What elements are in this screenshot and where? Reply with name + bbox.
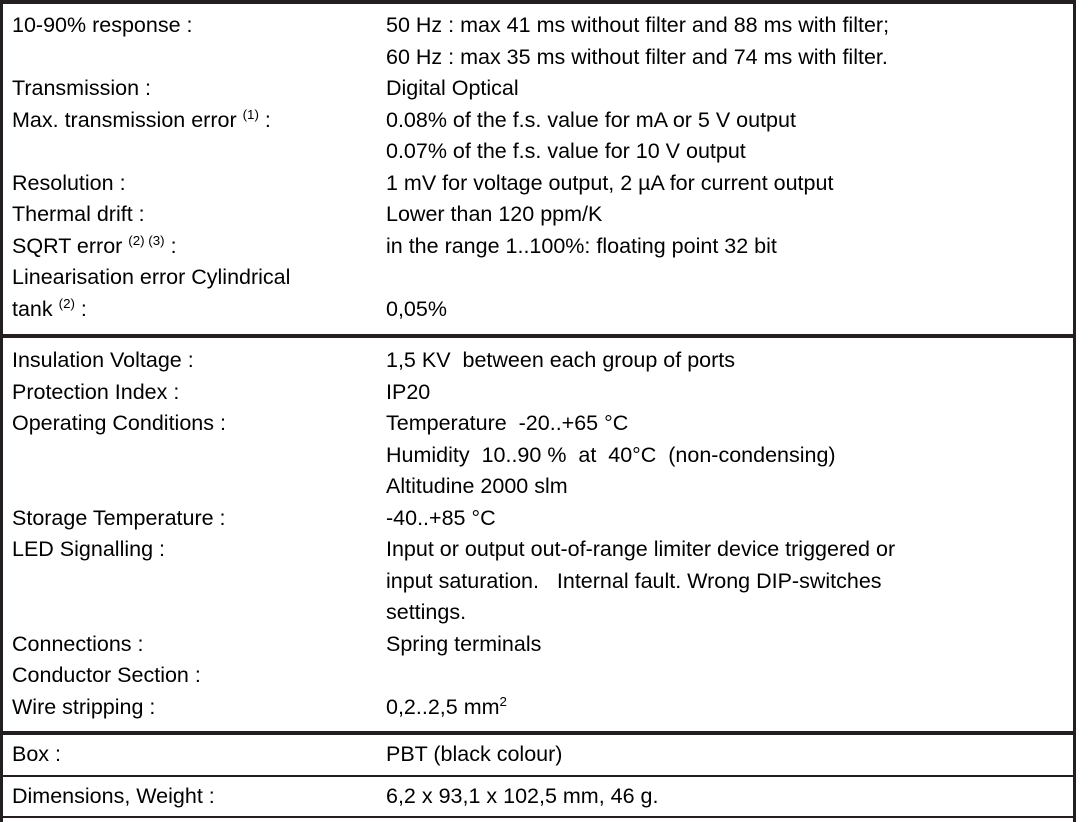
spec-row-led-signalling <box>3 534 1073 629</box>
spec-value-line: 60 Hz : max 35 ms without filter and 74 ms with filter. <box>386 44 888 69</box>
spec-label-line: Conductor Section : <box>12 663 201 687</box>
spec-label <box>3 105 386 137</box>
spec-label-line: Storage Temperature : <box>12 505 226 530</box>
spec-row-truncated <box>3 816 1073 822</box>
spec-value <box>386 10 1073 73</box>
spec-label <box>3 73 386 105</box>
spec-label-text: tank <box>12 296 59 321</box>
spec-value-text: 0,2..2,5 mm <box>386 694 500 719</box>
spec-row-operating-conditions <box>3 408 1073 503</box>
spec-label <box>3 629 386 661</box>
spec-value-line: Humidity 10..90 % at 40°C (non-condensing) <box>386 442 836 467</box>
spec-row-linearisation-error <box>3 262 1073 325</box>
spec-value <box>386 168 1073 200</box>
spec-value-line: settings. <box>386 600 467 624</box>
spec-label-line: Wire stripping : <box>12 694 156 719</box>
spec-row-response-time <box>3 10 1073 73</box>
spec-value <box>386 781 1073 813</box>
spec-label <box>3 10 386 42</box>
spec-value-line: Spring terminals <box>386 631 542 656</box>
spec-value <box>386 73 1073 105</box>
spec-value-line: Digital Optical <box>386 76 519 100</box>
spec-label <box>3 377 386 409</box>
spec-label-line: Connections : <box>12 631 144 656</box>
spec-row-transmission <box>3 73 1073 105</box>
spec-value-line: PBT (black colour) <box>386 742 563 766</box>
footnote-marker: (2) (3) <box>128 232 165 248</box>
spec-value-line <box>386 692 1073 724</box>
spec-value <box>386 408 1073 503</box>
spec-label <box>3 534 386 566</box>
spec-value-line: 1,5 KV between each group of ports <box>386 348 736 372</box>
spec-value <box>386 660 1073 723</box>
spec-value <box>386 534 1073 629</box>
spec-value-line: 1 mV for voltage output, 2 µA for current output <box>386 170 834 195</box>
spec-label <box>3 168 386 200</box>
spec-value-line: -40..+85 °C <box>386 505 496 530</box>
spec-label-line: Linearisation error Cylindrical <box>12 265 291 289</box>
spec-label-text: Max. transmission error <box>12 107 243 132</box>
spec-label <box>3 739 386 771</box>
spec-row-connections <box>3 629 1073 661</box>
spec-value-line: Input or output out-of-range limiter device triggered or <box>386 537 896 561</box>
footnote-marker: (2) <box>58 295 75 311</box>
section-environment <box>3 334 1073 731</box>
spec-value-line: 6,2 x 93,1 x 102,5 mm, 46 g. <box>386 783 659 808</box>
section-mechanical <box>3 731 1073 822</box>
section-performance <box>3 4 1073 334</box>
spec-label <box>3 345 386 377</box>
spec-label-text: SQRT error <box>12 233 129 258</box>
spec-value-line: in the range 1..100%: floating point 32 bit <box>386 233 777 258</box>
spec-value-line: Lower than 120 ppm/K <box>386 202 603 226</box>
spec-label-line: Insulation Voltage : <box>12 348 194 372</box>
spec-label-line <box>12 105 386 137</box>
spec-row-max-transmission-error <box>3 105 1073 168</box>
spec-row-resolution <box>3 168 1073 200</box>
spec-label <box>3 660 386 723</box>
spec-row-thermal-drift <box>3 199 1073 231</box>
spec-value-line: input saturation. Internal fault. Wrong DIP-switches <box>386 568 882 593</box>
spec-label-line <box>12 231 386 263</box>
spacer-line <box>386 262 1073 294</box>
spec-label <box>3 199 386 231</box>
spec-label-line: 10-90% response : <box>12 13 193 37</box>
spec-label-line: Thermal drift : <box>12 202 145 226</box>
spec-label-line: LED Signalling : <box>12 537 165 561</box>
spec-value <box>386 739 1073 771</box>
spec-value-line: 0,05% <box>386 296 447 321</box>
spec-label <box>3 408 386 440</box>
spec-label-colon: : <box>164 233 177 258</box>
spec-value <box>386 105 1073 168</box>
spec-row-conductor-section <box>3 660 1073 723</box>
spec-value-line: Altitudine 2000 slm <box>386 474 568 498</box>
spec-label-colon: : <box>74 296 87 321</box>
spec-value-line: 50 Hz : max 41 ms without filter and 88 ms with filter; <box>386 13 890 37</box>
spec-label-line: Protection Index : <box>12 379 180 404</box>
spec-label-line: Box : <box>12 742 61 766</box>
spec-label <box>3 231 386 263</box>
spec-value <box>386 503 1073 535</box>
spec-value-line: IP20 <box>386 379 431 404</box>
spec-label-line: Dimensions, Weight : <box>12 783 215 808</box>
spec-label <box>3 503 386 535</box>
spec-value-line: 0.07% of the f.s. value for 10 V output <box>386 139 746 163</box>
spec-row-sqrt-error <box>3 231 1073 263</box>
spec-value <box>386 377 1073 409</box>
spec-label-line: Operating Conditions : <box>12 411 226 435</box>
spec-label <box>3 781 386 813</box>
footnote-marker: (1) <box>242 106 259 122</box>
spec-row-storage-temperature <box>3 503 1073 535</box>
square-exponent: 2 <box>499 693 507 709</box>
spec-value <box>386 199 1073 231</box>
spec-label-line: Resolution : <box>12 170 126 195</box>
spec-value <box>386 345 1073 377</box>
spec-label-line <box>12 294 386 326</box>
spec-row-box <box>3 735 1073 775</box>
spec-value <box>386 262 1073 325</box>
spec-value-line: 0.08% of the f.s. value for mA or 5 V output <box>386 107 796 132</box>
spec-row-dimensions-weight <box>3 775 1073 817</box>
spacer-line <box>386 660 1073 692</box>
spec-label <box>3 262 386 325</box>
spec-label-colon: : <box>258 107 271 132</box>
spec-row-protection-index <box>3 377 1073 409</box>
spec-value <box>386 629 1073 661</box>
spec-row-insulation-voltage <box>3 345 1073 377</box>
spec-value-line: Temperature -20..+65 °C <box>386 411 629 435</box>
spec-value <box>386 231 1073 263</box>
spec-label-line: Transmission : <box>12 76 151 100</box>
